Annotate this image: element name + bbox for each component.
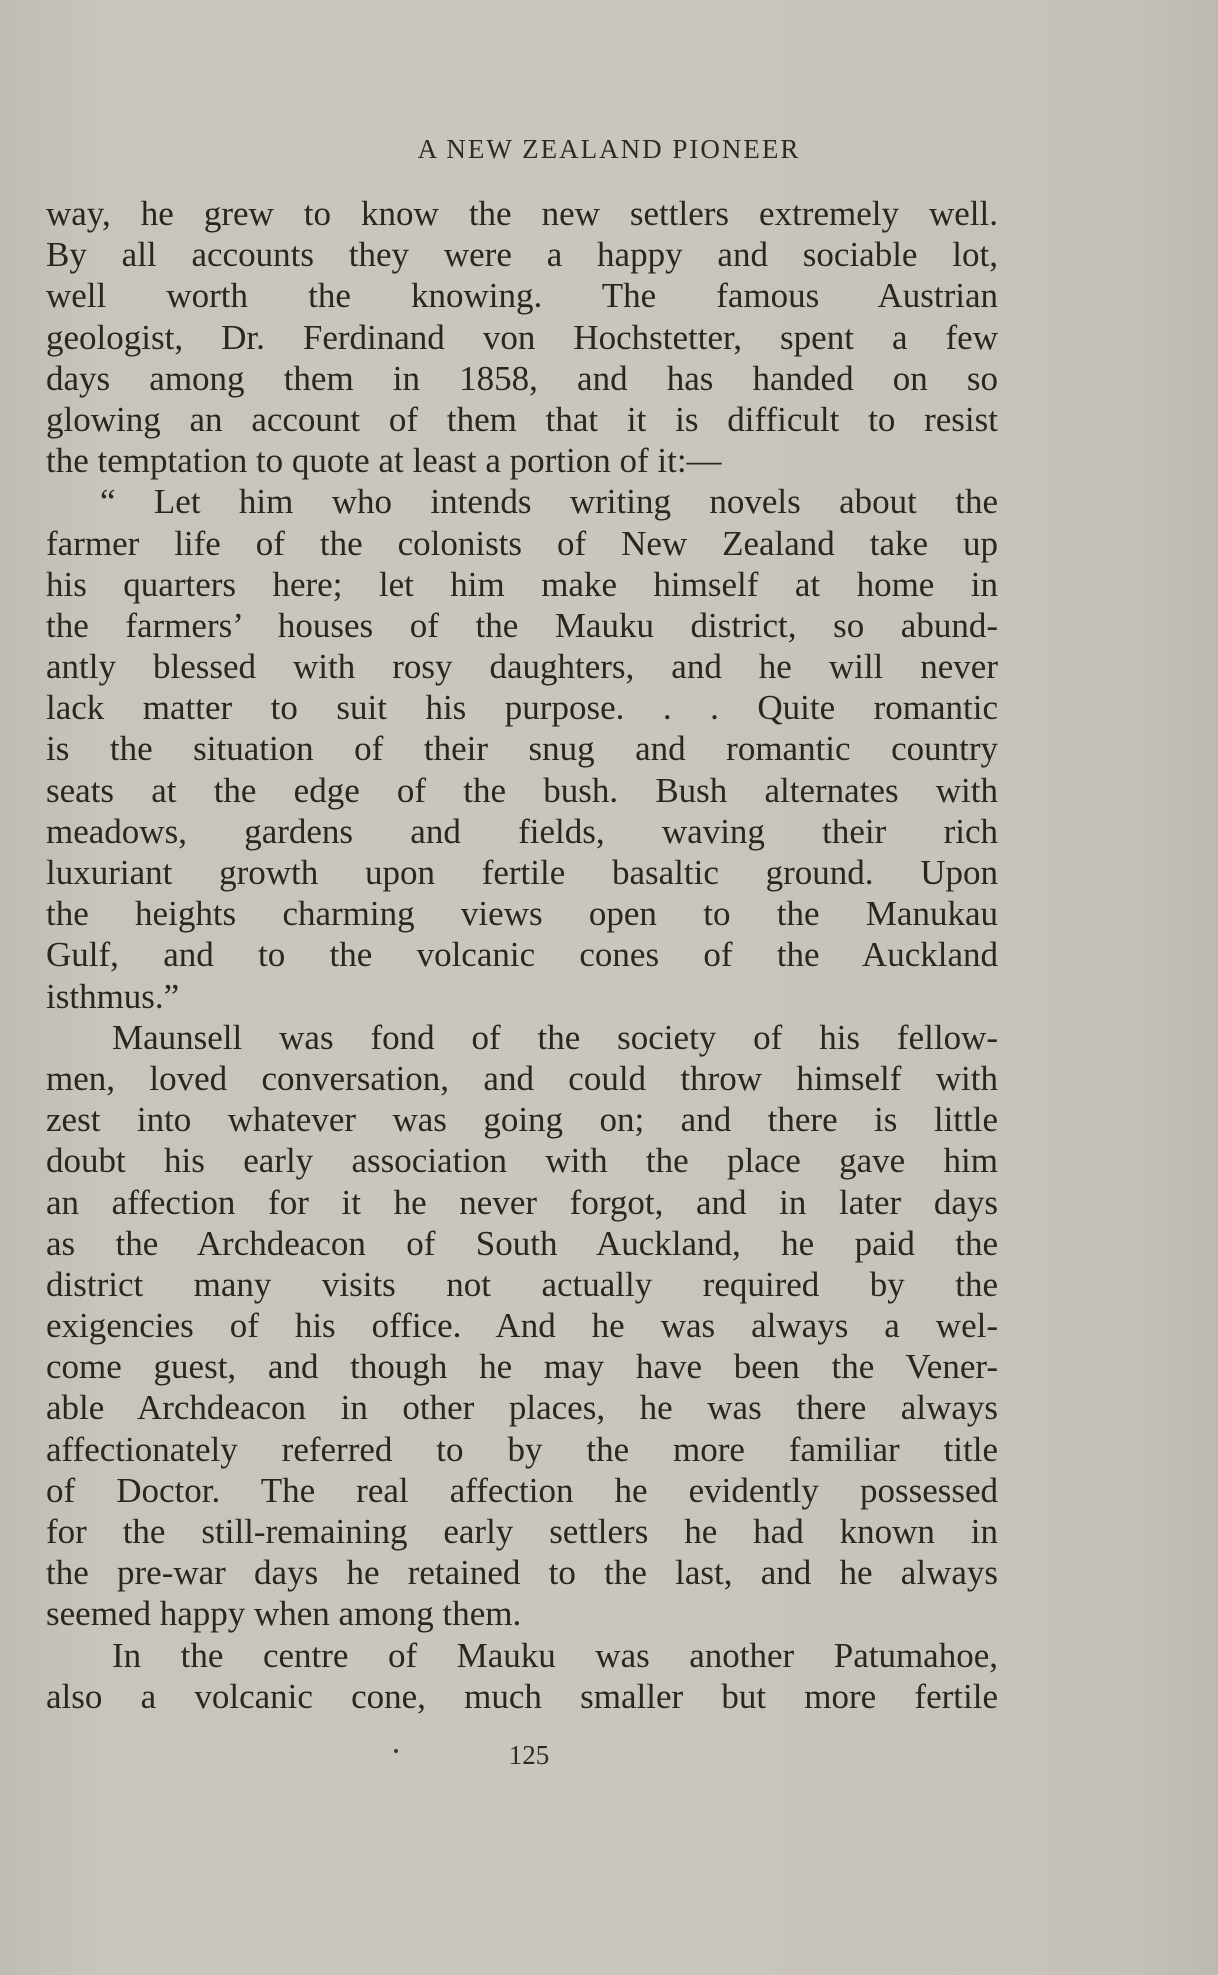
text-line: geologist, Dr. Ferdinand von Hochstetter, spent a few	[46, 317, 998, 357]
text-line: “ Let him who intends writing novels about the	[100, 482, 998, 522]
text-line: is the situation of their snug and romantic country	[46, 729, 998, 769]
text-line: his quarters here; let him make himself at home in	[46, 564, 998, 604]
text-line: affectionately referred to by the more familiar title	[46, 1429, 998, 1469]
text-line: of Doctor. The real affection he evidently possessed	[46, 1470, 998, 1510]
running-head: A NEW ZEALAND PIONEER	[417, 134, 801, 164]
text-line: well worth the knowing. The famous Austrian	[46, 276, 998, 316]
text-line: seemed happy when among them.	[46, 1594, 522, 1634]
text-line: the temptation to quote at least a portion of it:—	[46, 441, 722, 481]
text-line: By all accounts they were a happy and sociable lot,	[46, 235, 998, 275]
text-line: way, he grew to know the new settlers extremely well.	[46, 194, 998, 233]
text-line: an affection for it he never forgot, and in later days	[46, 1182, 998, 1222]
page-number: 125	[508, 1740, 550, 1770]
text-line: district many visits not actually required by the	[46, 1264, 998, 1304]
text-line: meadows, gardens and fields, waving their rich	[46, 811, 998, 851]
text-line: doubt his early association with the place gave him	[46, 1141, 998, 1181]
text-line: farmer life of the colonists of New Zealand take up	[46, 523, 998, 563]
text-line: antly blessed with rosy daughters, and he will never	[46, 647, 998, 687]
body-text	[46, 193, 998, 1717]
text-line: isthmus.”	[46, 976, 180, 1016]
text-line: luxuriant growth upon fertile basaltic ground. Upon	[46, 853, 998, 892]
text-line: the heights charming views open to the Manukau	[46, 894, 998, 934]
text-line: Maunsell was fond of the society of his fellow-	[112, 1017, 998, 1057]
text-line: glowing an account of them that it is difficult to resist	[46, 399, 998, 439]
text-line: lack matter to suit his purpose. . . Quite romantic	[46, 688, 998, 728]
text-line: as the Archdeacon of South Auckland, he paid the	[46, 1223, 998, 1263]
text-line: the farmers’ houses of the Mauku district, so abund-	[46, 605, 998, 645]
text-line: the pre-war days he retained to the last, and he always	[46, 1553, 998, 1593]
text-line: In the centre of Mauku was another Patumahoe,	[112, 1635, 998, 1675]
text-line: days among them in 1858, and has handed on so	[46, 358, 998, 398]
text-line: also a volcanic cone, much smaller but more fertile	[46, 1676, 998, 1716]
text-line: exigencies of his office. And he was always a wel-	[46, 1306, 998, 1346]
text-line: able Archdeacon in other places, he was there always	[46, 1388, 998, 1428]
text-line: for the still-remaining early settlers he had known in	[46, 1512, 998, 1551]
text-line: zest into whatever was going on; and there is little	[46, 1100, 998, 1140]
text-line: come guest, and though he may have been the Vener-	[46, 1347, 998, 1387]
text-line: Gulf, and to the volcanic cones of the Auckland	[46, 935, 998, 975]
text-line: seats at the edge of the bush. Bush alternates with	[46, 770, 998, 810]
text-line: men, loved conversation, and could throw himself with	[46, 1058, 998, 1098]
